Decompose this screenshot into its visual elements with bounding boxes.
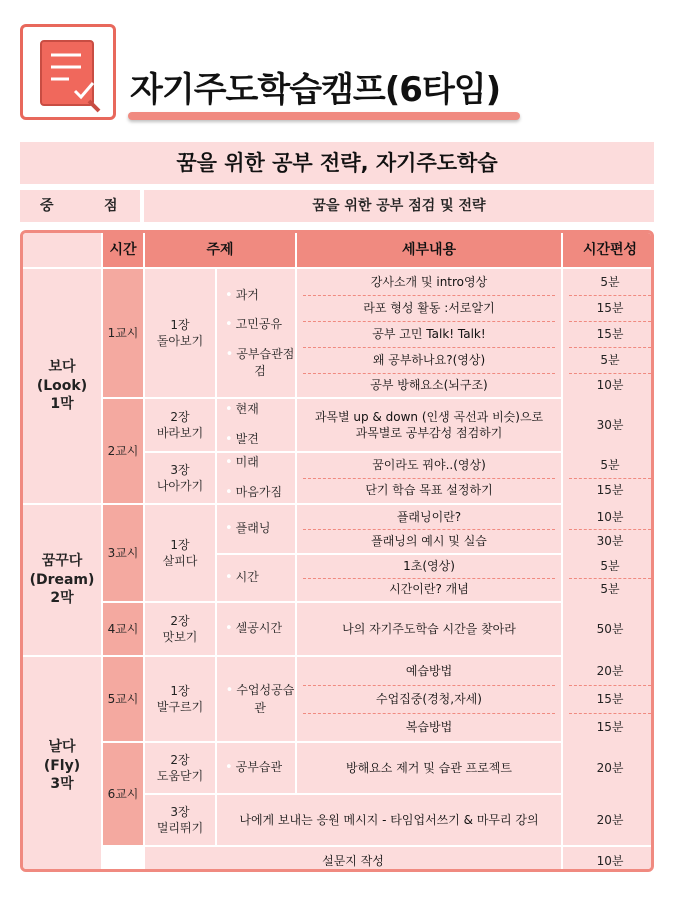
detail-row-19: 설문지 작성 [145,847,561,872]
logo-box [20,24,116,120]
keyword-habit-check: • 공부습관점검 [225,346,295,380]
time-row-12: 5분 [600,582,620,597]
chapter-3-2: 2장 도움닫기 [145,743,215,793]
keyword-worry: • 고민공유 [225,316,282,334]
time-row-5: 10분 [596,377,624,392]
time-row-8: 15분 [596,483,624,498]
detail-row-2: 라포 형성 활동 :서로알기 [363,300,495,315]
keyword-past: • 과거 [225,287,259,305]
header-detail: 세부내용 [297,233,561,267]
period-6: 6교시 [103,743,143,845]
detail-row-16: 복습방법 [405,719,453,734]
detail-row-7: 꿈이라도 꿔야..(영상) [372,458,486,473]
period-4: 4교시 [103,603,143,655]
keywords-6 [217,603,295,655]
detail-row-14: 예습방법 [405,663,453,678]
chapter-1-1: 1장 돌아보기 [145,269,215,397]
chapter-2-1: 1장 살피다 [145,505,215,601]
detail-row-12: 시간이란? 개념 [389,582,469,597]
chapter-2-2: 2장 맛보기 [145,603,215,655]
detail-row-13: 나의 자기주도학습 시간을 찾아라 [342,621,516,636]
time-separator [569,685,651,686]
header-period: 시간 [103,233,143,267]
keyword-self-study-time: • 셀공시간 [225,620,282,638]
time-separator [569,321,651,322]
time-separator [569,529,651,530]
header-blank [23,233,101,267]
keyword-present: • 현재 [225,401,259,419]
detail-row-8: 단기 학습 목표 설정하기 [365,483,493,498]
keywords-4 [217,505,295,553]
row-separator [303,529,555,530]
time-row-15: 15분 [596,691,624,706]
keyword-mindset: • 마음가짐 [225,484,282,502]
detail-row-3: 공부 고민 Talk! Talk! [372,326,486,341]
time-row-6: 30분 [596,417,624,432]
focus-label-a: 중 [40,198,54,214]
period-5: 5교시 [103,657,143,741]
period-1: 1교시 [103,269,143,397]
detail-row-11: 1초(영상) [403,559,455,574]
time-separator [569,373,651,374]
keyword-study-habit: • 공부습관 [225,759,282,777]
keywords-2 [217,399,295,451]
focus-value: 꿈을 위한 공부 점검 및 전략 [144,190,654,222]
time-separator [569,578,651,579]
time-row-17: 20분 [596,760,624,775]
page-title: 자기주도학습캠프(6타임) [130,70,501,110]
row-separator [303,321,555,322]
focus-label-b: 점 [104,198,118,214]
act-look: 보다 (Look) 1막 [23,269,101,503]
time-row-1: 5분 [600,274,620,289]
time-row-10: 30분 [596,533,624,548]
detail-row-5: 공부 방해요소(뇌구조) [370,377,488,392]
time-row-18: 20분 [596,812,624,827]
detail-row-9: 플래닝이란? [396,509,462,524]
row-separator [303,295,555,296]
schedule-table [20,230,654,872]
detail-row-15: 수업집중(경청,자세) [376,691,482,706]
row-separator [303,373,555,374]
detail-row-10: 플래닝의 예시 및 실습 [371,533,487,548]
detail-row-6: 과목별 up & down (인생 곡선과 비슷)으로 과목별로 공부감성 점검하기 [314,409,544,440]
act-fly: 날다 (Fly) 3막 [23,657,101,872]
title-underline [128,112,520,120]
period-2: 2교시 [103,399,143,503]
detail-row-1: 강사소개 및 intro영상 [370,274,488,289]
row-separator [303,578,555,579]
checklist-document-icon [39,39,103,113]
period-3: 3교시 [103,505,143,601]
chapter-3-1: 1장 발구르기 [145,657,215,741]
row-separator [303,478,555,479]
keywords-7 [217,657,295,741]
time-row-4: 5분 [600,352,620,367]
row-separator [303,347,555,348]
header-time: 시간편성 [563,233,654,267]
time-row-16: 15분 [596,719,624,734]
chapter-1-2: 2장 바라보기 [145,399,215,451]
time-separator [569,347,651,348]
keyword-discover: • 발견 [225,431,259,449]
header-topic: 주제 [145,233,295,267]
keywords-8 [217,743,295,793]
act-dream: 꿈꾸다 (Dream) 2막 [23,505,101,655]
keywords-3 [217,453,295,503]
keyword-time: • 시간 [225,569,259,587]
time-separator [569,478,651,479]
time-row-7: 5분 [600,458,620,473]
time-row-2: 15분 [596,300,624,315]
keyword-future: • 미래 [225,454,259,472]
chapter-3-3: 3장 멀리뛰기 [145,795,215,845]
row-separator [303,713,555,714]
detail-row-18: 나에게 보내는 응원 메시지 - 타임업서쓰기 & 마무리 강의 [217,795,561,845]
keywords-1 [217,269,295,397]
detail-row-17: 방해요소 제거 및 습관 프로젝트 [346,760,512,775]
keyword-class-habit: • 수업성공습관 [225,682,295,716]
time-separator [569,713,651,714]
time-row-11: 5분 [600,559,620,574]
keywords-5 [217,555,295,601]
focus-row [20,190,654,222]
time-row-19: 10분 [563,847,654,872]
time-row-9: 10분 [596,509,624,524]
time-row-3: 15분 [596,326,624,341]
time-separator [569,295,651,296]
subtitle: 꿈을 위한 공부 전략, 자기주도학습 [20,142,654,184]
chapter-1-3: 3장 나아가기 [145,453,215,503]
time-row-13: 50분 [596,621,624,636]
focus-label [20,190,140,222]
keyword-planning: • 플래닝 [225,520,270,538]
row-separator [303,685,555,686]
time-row-14: 20분 [596,663,624,678]
detail-row-4: 왜 공부하나요?(영상) [372,352,486,367]
